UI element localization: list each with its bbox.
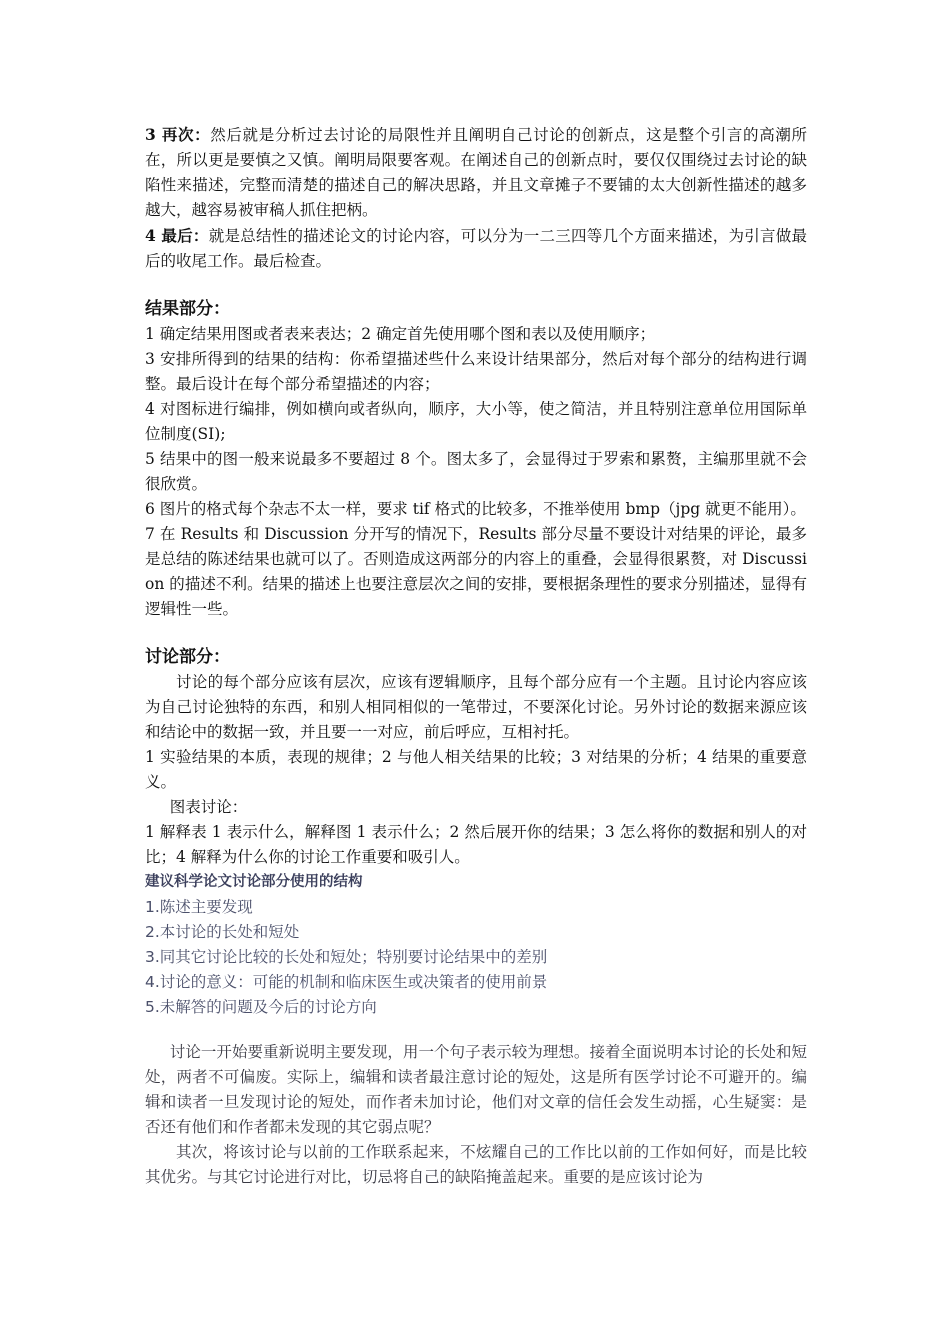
- intro-paragraph-3: [145, 122, 807, 223]
- structure-item-number: 1.: [145, 898, 160, 916]
- results-item: 5 结果中的图一般来说最多不要超过 8 个。图太多了，会显得过于罗索和累赘，主编那里就不会很欣赏。: [145, 450, 807, 493]
- structure-item: [145, 945, 807, 970]
- structure-item-text: 本讨论的长处和短处: [159, 923, 300, 941]
- intro-paragraph-4-text: 就是总结性的描述论文的讨论内容，可以分为一二三四等几个方面来描述，为引言做最后的收尾工作。最后检查。: [145, 227, 807, 270]
- document-page: [145, 122, 807, 1190]
- structure-item: [145, 895, 807, 920]
- results-item: 3 安排所得到的结果的结构：你希望描述些什么来设计结果部分，然后对每个部分的结构进行调整。最后设计在每个部分希望描述的内容；: [145, 350, 807, 393]
- structure-item-text: 未解答的问题及今后的讨论方向: [159, 998, 377, 1016]
- intro-paragraph-4-label: 4 最后：: [145, 226, 209, 245]
- structure-item: [145, 995, 807, 1020]
- structure-item-number: 4.: [145, 973, 160, 991]
- structure-item-text: 陈述主要发现: [159, 898, 253, 916]
- structure-item-text: 讨论的意义：可能的机制和临床医生或决策者的使用前景: [159, 973, 548, 991]
- results-item: 1 确定结果用图或者表来表达；2 确定首先使用哪个图和表以及使用顺序；: [145, 325, 656, 343]
- discussion-heading: 讨论部分：: [145, 647, 230, 667]
- intro-paragraph-3-text: 然后就是分析过去讨论的局限性并且阐明自己讨论的创新点，这是整个引言的高潮所在，所以更是要慎之又慎。阐明局限要客观。在阐述自己的创新点时，要仅仅围绕过去讨论的缺陷性来描述，完整而清楚的描述自己的解决思路，并且文章摊子不要铺的太大创新性描述的越多越大，越容易被审稿人抓住把柄。: [145, 126, 807, 219]
- intro-paragraph-3-label: 3 再次：: [145, 125, 211, 144]
- discussion-paragraph-1: 讨论的每个部分应该有层次，应该有逻辑顺序，且每个部分应有一个主题。且讨论内容应该为自己讨论独特的东西，和别人相同相似的一笔带过，不要深化讨论。另外讨论的数据来源应该和结论中的数据一致，并且要一一对应，前后呼应，互相衬托。: [145, 673, 807, 741]
- discussion-paragraph-3: 1 解释表 1 表示什么，解释图 1 表示什么；2 然后展开你的结果；3 怎么将你的数据和别人的对比；4 解释为什么你的讨论工作重要和吸引人。: [145, 823, 807, 866]
- discussion-tail-paragraph-2: 其次，将该讨论与以前的工作联系起来，不炫耀自己的工作比以前的工作如何好，而是比较其优劣。与其它讨论进行对比，切忌将自己的缺陷掩盖起来。重要的是应该讨论为: [145, 1143, 807, 1186]
- discussion-tail: [145, 1040, 807, 1190]
- structure-item-text: 同其它讨论比较的长处和短处；特别要讨论结果中的差别: [159, 948, 548, 966]
- results-heading: 结果部分：: [145, 299, 230, 319]
- results-item: 4 对图标进行编排，例如横向或者纵向，顺序，大小等，使之简洁，并且特别注意单位用国际单位制度(SI);: [145, 400, 807, 443]
- structure-item: [145, 970, 807, 995]
- chart-discussion-label: 图表讨论：: [169, 798, 248, 816]
- intro-paragraph-4: [145, 223, 807, 274]
- results-item: 6 图片的格式每个杂志不太一样，要求 tif 格式的比较多，不推举使用 bmp（jpg 就更不能用）。: [145, 500, 806, 518]
- discussion-tail-paragraph-1: 讨论一开始要重新说明主要发现，用一个句子表示较为理想。接着全面说明本讨论的长处和短处，两者不可偏废。实际上，编辑和读者最注意讨论的短处，这是所有医学讨论不可避开的。编辑和读者一旦发现讨论的短处，而作者未加讨论，他们对文章的信任会发生动摇，心生疑窦：是否还有他们和作者都未发现的其它弱点呢？: [145, 1043, 807, 1136]
- results-item: 7 在 Results 和 Discussion 分开写的情况下，Results 部分尽量不要设计对结果的评论，最多是总结的陈述结果也就可以了。否则造成这两部分的内容上的重叠，会显得很累赘，对 Discussion 的描述不利。结果的描述上也要注意层次之间的安排，要根据条理性的要求分别描述，显得有逻辑性一些。: [145, 525, 807, 618]
- structure-item: [145, 920, 807, 945]
- structure-title: 建议科学论文讨论部分使用的结构: [145, 874, 363, 890]
- structure-item-number: 5.: [145, 998, 160, 1016]
- structure-item-number: 2.: [145, 923, 160, 941]
- discussion-paragraph-2: 1 实验结果的本质，表现的规律；2 与他人相关结果的比较；3 对结果的分析；4 结果的重要意义。: [145, 748, 807, 791]
- structure-item-number: 3.: [145, 948, 160, 966]
